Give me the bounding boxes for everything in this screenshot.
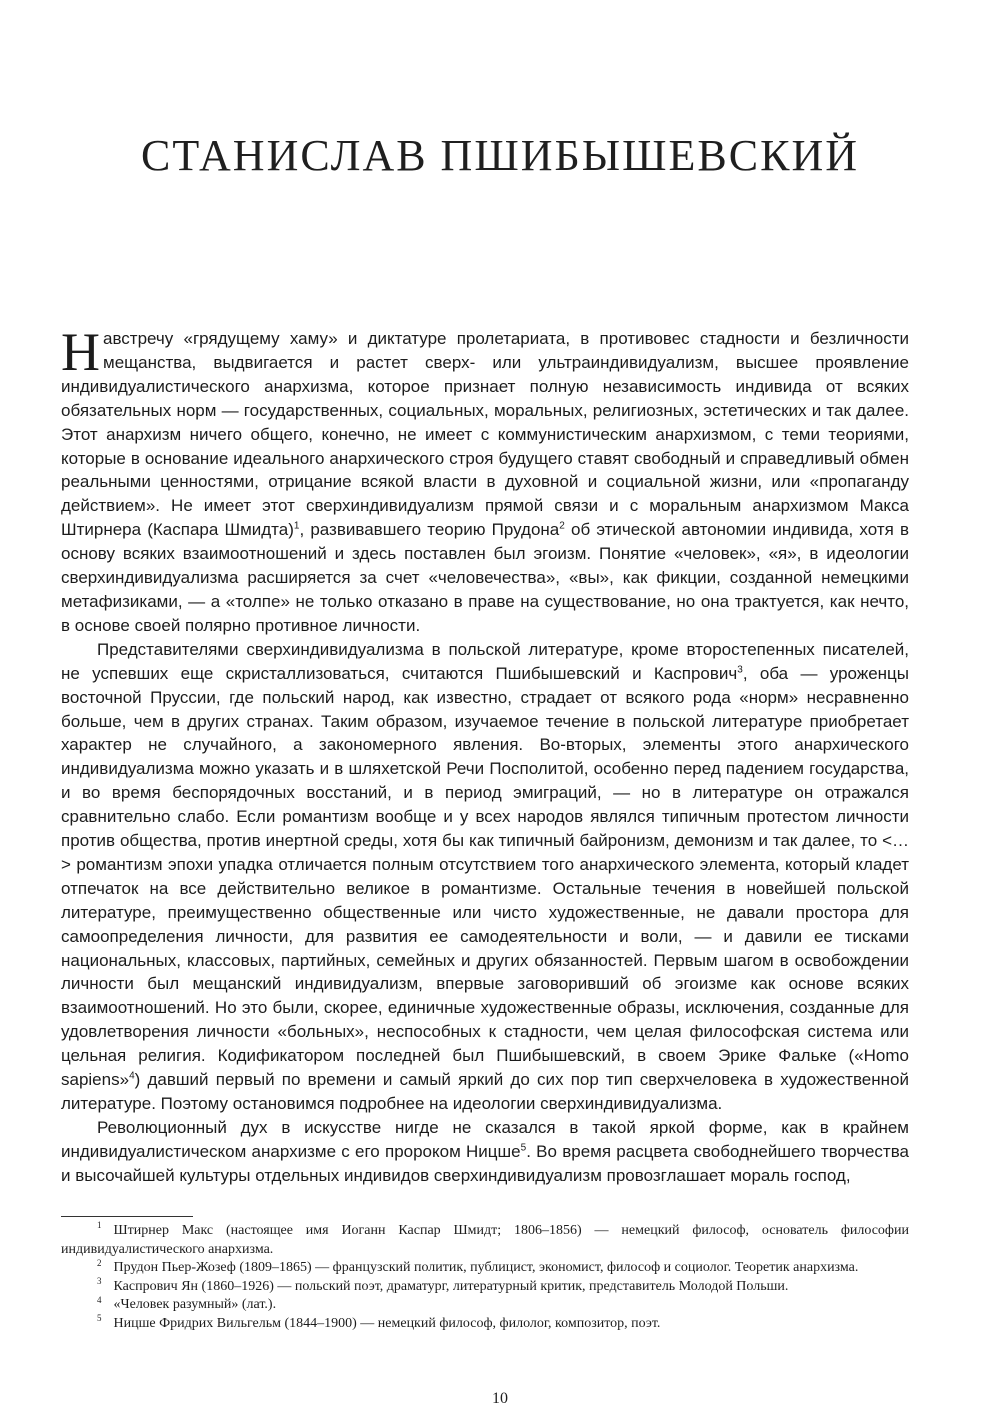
- footnote-number: 3: [97, 1276, 102, 1287]
- main-text: [61, 322, 910, 1188]
- paragraph-2-text-a: Представителями сверхиндивидуализма в польской литературе, кроме второстепенных писателей, не успевших еще скристаллизоваться, считаются Пшибышевский и Каспрович: [61, 639, 909, 683]
- paragraph-3-text-a: Революционный дух в искусстве нигде не сказался в такой яркой форме, как в крайнем индивидуалистическом анархизме с его пророком Ницше: [61, 1117, 909, 1161]
- footnote-text: Каспрович Ян (1860–1926) — польский поэт, драматург, литературный критик, представитель Молодой Польши.: [113, 1278, 789, 1294]
- footnote-ref-5[interactable]: 5: [520, 1142, 527, 1154]
- footnote-text: Прудон Пьер-Жозеф (1809–1865) — французский политик, публицист, экономист, философ и социолог. Теоретик анархизма.: [113, 1260, 859, 1276]
- footnote-number: 5: [97, 1313, 102, 1324]
- footnote-ref-1[interactable]: 1: [293, 520, 300, 532]
- footnote-ref-4[interactable]: 4: [129, 1070, 135, 1082]
- paragraph-1-text-c: об этической автономии индивида, хотя в основу всяких взаимоотношений и здесь поставлен был эгоизм. Понятие «человек», «я», в идеологии сверхиндивидуализма расширяется за счет «человечества», «вы», как фикции, созданной немецкими метафизиками, — а «толпе» не только отказано в праве на существование, но она трактуется, как нечто, в основе своей полярно противное личности.: [61, 520, 910, 635]
- footnote-number: 1: [97, 1220, 102, 1231]
- footnote-number: 2: [97, 1257, 102, 1268]
- chapter-title: СТАНИСЛАВ ПШИБЫШЕВСКИЙ: [140, 131, 859, 180]
- footnote-ref-3[interactable]: 3: [737, 664, 743, 676]
- footnote-item: [61, 1315, 909, 1334]
- paragraph-3: [61, 1116, 909, 1188]
- footnote-ref-2[interactable]: 2: [559, 520, 565, 532]
- footnote-item: [61, 1278, 909, 1297]
- paragraph-1-text-b: , развивавшего теорию Прудона: [299, 520, 560, 540]
- paragraph-3-text-b: . Во время расцвета свободнейшего творчества и высочайшей культуры отдельных индивидов сверхиндивидуализм провозглашает мораль господ,: [61, 1141, 909, 1185]
- footnote-divider: [61, 1216, 193, 1217]
- paragraph-1-text-a: австречу «грядущему хаму» и диктатуре пролетариата, в противовес стадности и безличности мещанства, выдвигается и растет сверх- или ультраиндивидуализм, высшее проявление индивидуалистического анархизма, которое признает полную независимость индивида от всяких обязательных норм — государственных, социальных, моральных, религиозных, эстетических и так далее. Этот анархизм ничего общего, конечно, не имеет с коммунистическим анархизмом, с теми теориями, которые в основание идеального анархического строя будущего ставят свободный и справедливый обмен реальными ценностями, отрицание всякой власти в духовной и социальной жизни, или «пропаганду действием». Не имеет этот сверхиндивидуализм прямой связи и с моральным анархизмом Макса Штирнера (Каспара Шмидта): [61, 329, 909, 540]
- paragraph-2-text-c: ) давший первый по времени и самый яркий до сих пор тип сверхчеловека в художественной литературе. Поэтому остановимся подробнее на идеологии сверхиндивидуализма.: [61, 1070, 909, 1113]
- paragraph-1: [61, 322, 910, 638]
- footnote-text: Штирнер Макс (настоящее имя Иоганн Каспар Шмидт; 1806–1856) — немецкий философ, основатель философии индивидуалистического анархизма.: [61, 1223, 909, 1257]
- footnote-text: Ницше Фридрих Вильгельм (1844–1900) — немецкий философ, филолог, композитор, поэт.: [113, 1315, 661, 1331]
- footnote-item: [61, 1296, 909, 1315]
- footnotes: [61, 1222, 909, 1334]
- paragraph-2: [61, 638, 909, 1116]
- paragraph-2-text-b: , оба — уроженцы восточной Пруссии, где польский народ, как известно, страдает от всякого рода «норм» несравненно больше, чем в других странах. Таким образом, изучаемое течение в польской литературе приобретает характер не случайного, а закономерного явления. Во-вторых, элементы этого анархического индивидуализма можно указать и в шляхетской Речи Посполитой, особенно перед падением государства, и во время беспорядочных восстаний, и в период эмиграций, — но в литературе он отражался сравнительно слабо. Если романтизм вообще и у всех народов являлся типичным протестом личности против общества, против инертной среды, хотя бы как типичный байронизм, демонизм и так далее, то <…> романтизм эпохи упадка отличается полным отсутствием того анархического элемента, который кладет отпечаток на все действительно великое в романтизме. Остальные течения в новейшей польской литературе, преимущественно общественные или чисто художественные, не давали простора для самоопределения личности, для развития ее самодеятельности и воли, — и давили ее тисками национальных, классовых, партийных, семейных и других обязанностей. Первым шагом в освобождении личности был мещанский индивидуализм, впервые заговоривший об эгоизме как основе всяких взаимоотношений. Но это были, скорее, единичные художественные образы, исключения, созданные для удовлетворения личности «больных», неспособных к стадности, чем целая философская система или цельная религия. Кодификатором последней был Пшибышевский, в своем Эрике Фальке («Homo sapiens»: [61, 663, 909, 1090]
- footnote-text: «Человек разумный» (лат.).: [113, 1297, 277, 1313]
- footnote-item: [61, 1259, 909, 1278]
- footnote-item: [61, 1222, 909, 1259]
- footnote-number: 4: [97, 1294, 102, 1305]
- drop-cap: Н: [61, 322, 100, 382]
- page-number: 10: [492, 1390, 508, 1407]
